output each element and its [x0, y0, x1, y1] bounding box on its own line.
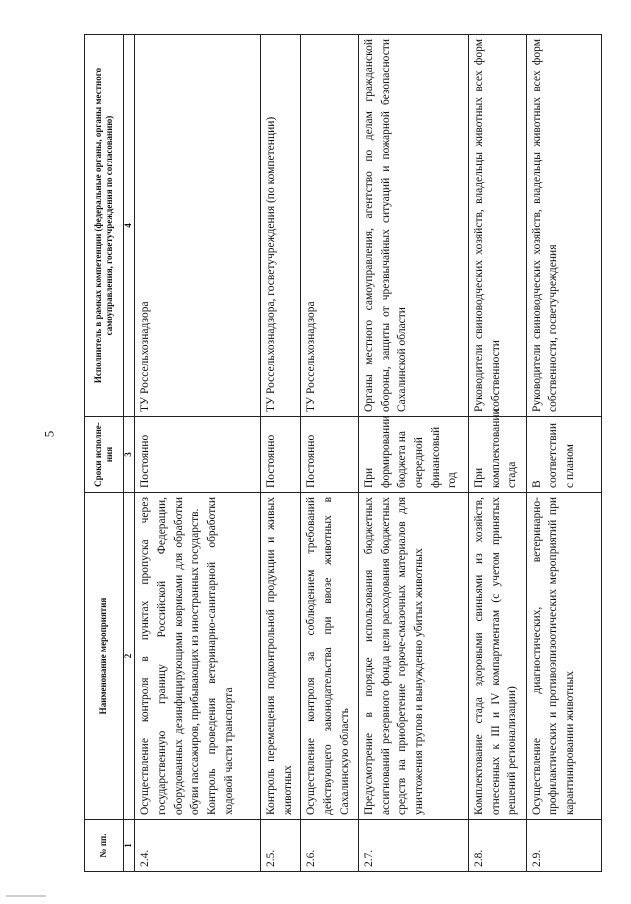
header-num: № пп.	[85, 820, 124, 872]
measure-term: В соответствии с планом	[526, 417, 601, 493]
row-number: 2.5.	[261, 820, 301, 872]
measure-executor: ТУ Россельхознадзора	[135, 35, 261, 417]
table-row	[135, 35, 261, 872]
row-number: 2.4.	[135, 820, 261, 872]
table-row	[468, 35, 526, 872]
measure-name: Контроль перемещения подконтрольной продукции и живых животных	[261, 493, 301, 820]
measure-term: При комплектовании стада	[468, 417, 526, 493]
measure-text: Осуществление контроля в пунктах пропуска через государственную границу Российской Федерации, оборудованных дезинфицирующими ковриками для обработки обуви пассажиров, прибывающих из иностранных государств.	[139, 497, 202, 815]
measures-table	[84, 34, 602, 872]
header-name: Наименование мероприятия	[85, 493, 124, 820]
measure-term: Постоянно	[135, 417, 261, 493]
measure-executor: ТУ Россельхознадзора	[301, 35, 359, 417]
page-number: 5	[41, 430, 57, 438]
column-number-row	[123, 35, 135, 872]
scan-edge-mark	[6, 895, 46, 897]
measure-name: Предусмотрение в порядке использования бюджетных ассигнований резервного фонда цели расходования бюджетных средств на приобретение горюче-смазочных материалов для уничтожения трупов и вынужденно убитых животных	[358, 493, 468, 820]
measure-term: Постоянно	[261, 417, 301, 493]
table-row	[358, 35, 468, 872]
row-number: 2.9.	[526, 820, 601, 872]
column-number: 1	[123, 820, 135, 872]
measure-term: При формировании бюджета на очередной финансовый год	[358, 417, 468, 493]
table-row	[526, 35, 601, 872]
row-number: 2.8.	[468, 820, 526, 872]
measure-executor: Органы местного самоуправления, агентство по делам гражданской обороны, защиты от чрезвычайных ситуаций и пожарной безопасности Сахалинской области	[358, 35, 468, 417]
measure-name: Осуществление диагностических, ветеринарно-профилактических и противоэпизоотических мероприятий при карантинировании животных	[526, 493, 601, 820]
table-row	[301, 35, 359, 872]
column-number: 2	[123, 493, 135, 820]
measure-executor: Руководители свиноводческих хозяйств, владельцы животных всех форм собственности	[468, 35, 526, 417]
column-number: 3	[123, 417, 135, 493]
header-term: Сроки исполне-ния	[85, 417, 124, 493]
header-executor: Исполнитель в рамках компетенции (федеральные органы, органы местного самоуправления, госветучреждения по согласованию)	[85, 35, 124, 417]
measure-term: Постоянно	[301, 417, 359, 493]
measure-executor: Руководители свиноводческих хозяйств, владельцы животных всех форм собственности, госветучреждения	[526, 35, 601, 417]
row-number: 2.7.	[358, 820, 468, 872]
rotated-page-content	[84, 35, 602, 872]
table-header-row	[85, 35, 124, 872]
measure-name: Осуществление контроля за соблюдением требований действующего законодательства при ввозе животных в Сахалинскую область	[301, 493, 359, 820]
measure-executor: ТУ Россельхознадзора, госветучреждения (по компетенции)	[261, 35, 301, 417]
measure-name	[135, 493, 261, 820]
row-number: 2.6.	[301, 820, 359, 872]
measure-text-extra: Контроль проведения ветеринарно-санитарной обработки ходовой части транспорта	[205, 497, 235, 815]
column-number: 4	[123, 35, 135, 417]
table-row	[261, 35, 301, 872]
measure-name: Комплектование стада здоровыми свиньями из хозяйств, отнесенных к III и IV компартментам (с учетом принятых решений регионализации)	[468, 493, 526, 820]
